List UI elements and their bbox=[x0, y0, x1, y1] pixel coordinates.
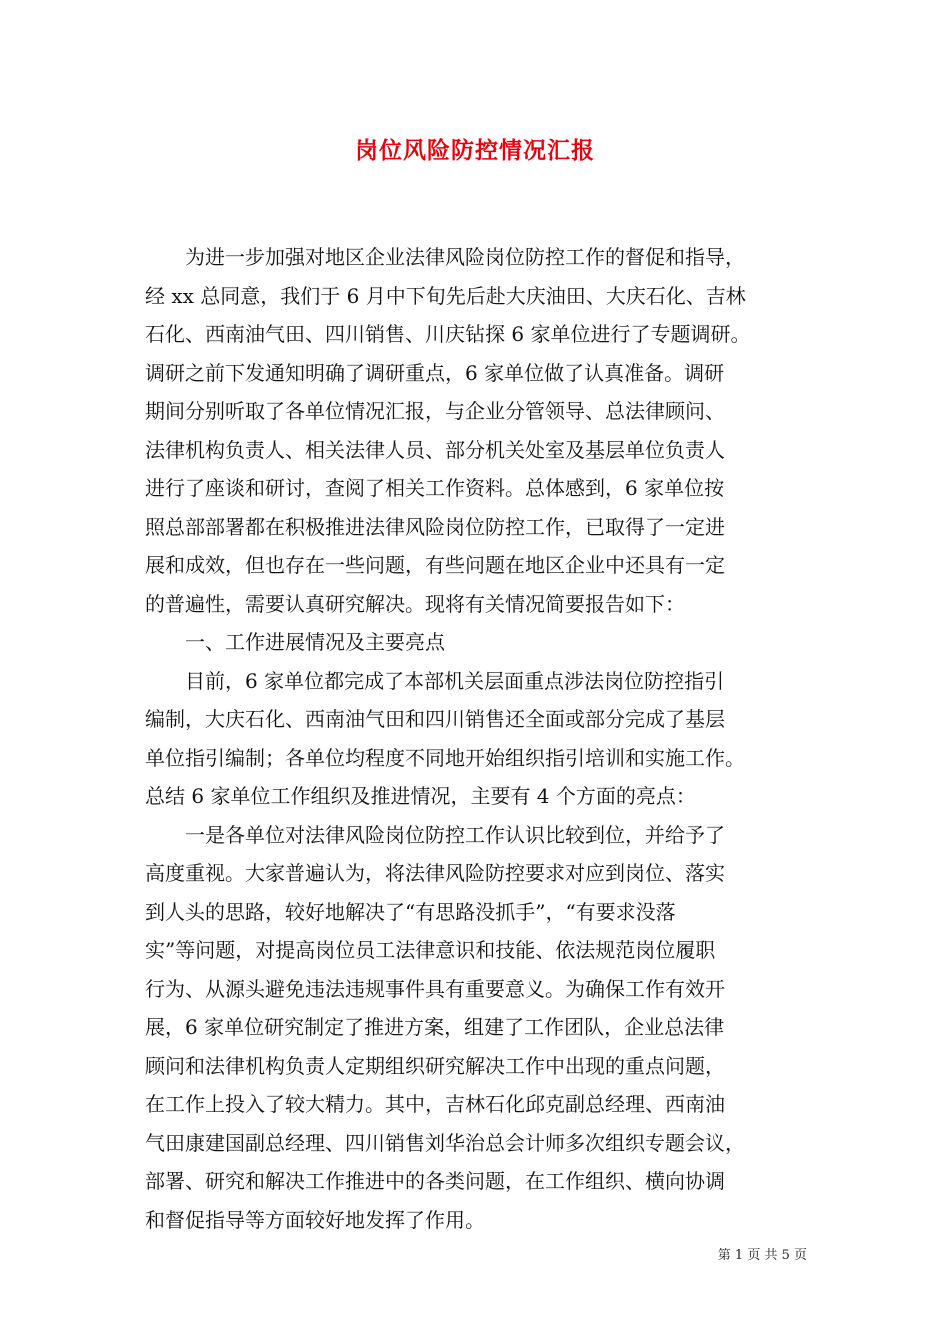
body-line: 展和成效，但也存在一些问题，有些问题在地区企业中还具有一定 bbox=[145, 553, 725, 577]
section-heading: 一、工作进展情况及主要亮点 bbox=[145, 630, 445, 654]
body-line: 部署、研究和解决工作推进中的各类问题，在工作组织、横向协调 bbox=[145, 1169, 725, 1193]
body-line: 调研之前下发通知明确了调研重点，6 家单位做了认真准备。调研 bbox=[145, 360, 725, 385]
body-line: 总结 6 家单位工作组织及推进情况，主要有 4 个方面的亮点： bbox=[145, 784, 696, 808]
page-number: 第 1 页 共 5 页 bbox=[717, 1248, 807, 1263]
body-line: 展，6 家单位研究制定了推进方案，组建了工作团队，企业总法律 bbox=[145, 1015, 725, 1039]
body-line: 行为、从源头避免违法违规事件具有重要意义。为确保工作有效开 bbox=[145, 976, 725, 1001]
body-line: 期间分别听取了各单位情况汇报，与企业分管领导、总法律顾问、 bbox=[145, 399, 725, 423]
body-line: 一是各单位对法律风险岗位防控工作认识比较到位，并给予了 bbox=[145, 822, 725, 847]
body-line: 照总部部署都在积极推进法律风险岗位防控工作，已取得了一定进 bbox=[145, 514, 725, 539]
body-line: 高度重视。大家普遍认为，将法律风险防控要求对应到岗位、落实 bbox=[145, 861, 725, 885]
document-title: 岗位风险防控情况汇报 bbox=[355, 137, 595, 164]
body-line: 目前，6 家单位都完成了本部机关层面重点涉法岗位防控指引 bbox=[145, 668, 725, 693]
body-line: 在工作上投入了较大精力。其中，吉林石化邱克副总经理、西南油 bbox=[145, 1092, 725, 1116]
body-line: 和督促指导等方面较好地发挥了作用。 bbox=[145, 1207, 485, 1232]
body-line: 编制，大庆石化、西南油气田和四川销售还全面或部分完成了基层 bbox=[145, 707, 725, 731]
body-line: 为进一步加强对地区企业法律风险岗位防控工作的督促和指导， bbox=[145, 245, 745, 269]
body-line: 的普遍性，需要认真研究解决。现将有关情况简要报告如下： bbox=[145, 591, 685, 616]
body-line: 到人头的思路，较好地解决了“有思路没抓手”，“有要求没落 bbox=[145, 899, 676, 924]
document-body bbox=[145, 238, 807, 1239]
body-line: 单位指引编制；各单位均程度不同地开始组织指引培训和实施工作。 bbox=[145, 745, 745, 770]
body-line: 顾问和法律机构负责人定期组织研究解决工作中出现的重点问题， bbox=[145, 1053, 725, 1078]
body-line: 经 xx 总同意，我们于 6 月中下旬先后赴大庆油田、大庆石化、吉林 bbox=[145, 283, 746, 308]
body-line: 进行了座谈和研讨，查阅了相关工作资料。总体感到，6 家单位按 bbox=[145, 476, 725, 500]
body-line: 石化、西南油气田、四川销售、川庆钻探 6 家单位进行了专题调研。 bbox=[145, 322, 751, 346]
body-line: 气田康建国副总经理、四川销售刘华治总会计师多次组织专题会议， bbox=[145, 1130, 745, 1155]
body-line: 实”等问题，对提高岗位员工法律意识和技能、依法规范岗位履职 bbox=[145, 938, 716, 962]
body-line: 法律机构负责人、相关法律人员、部分机关处室及基层单位负责人 bbox=[145, 437, 725, 462]
